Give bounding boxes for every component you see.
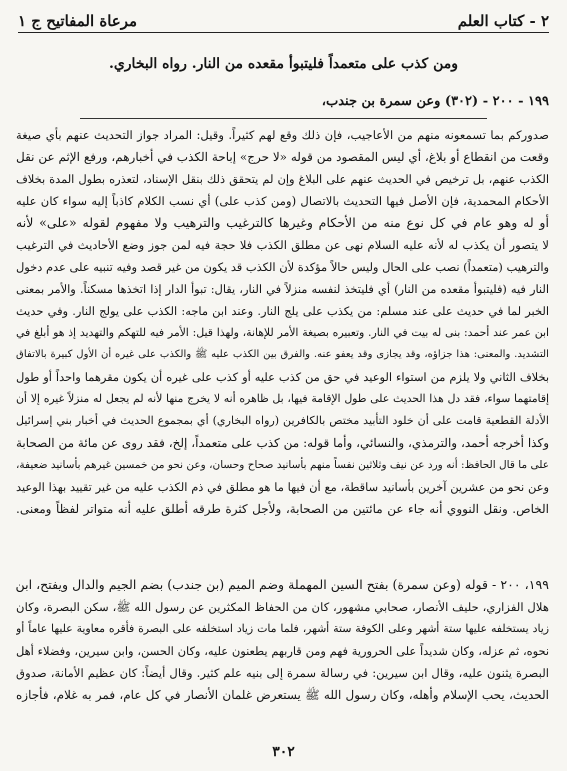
- commentary-line: الخاص. ونقل النووي أنه جاء عن مائتين من الصحابة، ولأجل كثرة طرقه أطلق عليه أنه متواتر لفظاً ومعنى.: [16, 502, 549, 516]
- commentary-line: الكذب عنهم، بل ترخيص في الحديث عنهم على البلاغ وإن لم يتحقق ذلك بنقل الإسناد، لتعذره بطول المدة بخلاف: [16, 172, 549, 186]
- commentary-line: نحوه، ثم عزله، وكان شديداً على الحرورية فهم ومن قاربهم يطعنون عليه، وكان الحسن، وابن سيرين، وفضلاء أهل: [16, 644, 549, 658]
- commentary-line: النار فيه (فليتبوأ مقعده من النار) أي فليتخذ لنفسه منزلاً في النار، يقال: تبوأ الدار إذا اتخذها مسكناً. والأمر بمعنى: [16, 282, 549, 296]
- commentary-line: ابن عمر عند أحمد: بنى له بيت في النار. وتعبيره بصيغة الأمر للإهانة، ولهذا قيل: الأمر فيه للتهكم والتهديد إذ هو أبلغ في: [16, 326, 549, 339]
- header-divider: [18, 32, 549, 33]
- commentary-line: لا يتصور أن يكذب له لأنه عليه السلام نهى عن مطلق الكذب فلا حجة فيه لمن جوز وضع الأحاديث في الترغيب: [16, 238, 549, 252]
- commentary-line: على ما قال الحافظ: أنه ورد عن نيف وثلاثين نفساً منهم بأسانيد صحاح وحسان، وعن نحو من خمسين غيرهم بأسانيد ضعيفة،: [16, 459, 549, 471]
- commentary-line: التشديد. والمعنى: هذا جزاؤه، وقد يجازى وقد يعفو عنه. والفرق بين الكذب عليه ﷺ والكذب على غيره أن الأول كبيرة بالاتفاق: [16, 349, 549, 360]
- commentary-line: زياد يستخلفه عليها ستة أشهر وعلى الكوفة ستة أشهر، فلما مات زياد استخلفه على البصرة فأقره معاوية عليها عاماً أو: [16, 622, 549, 635]
- commentary-line: إقامتهما سواء، فقد دل هذا الحديث على طول الإقامة فيها، بل ظاهره أنه لا يخرج منها لأنه لم يجعل له منزلاً غيره إلا أن: [16, 392, 549, 405]
- commentary-line: بخلاف الثاني ولا يلزم من استواء الوعيد في حق من كذب عليه أو كذب على غيره أن يكون مقرهما واحداً أو طول: [16, 370, 549, 384]
- page-number: ٣٠٢: [272, 744, 295, 760]
- chapter-title: ٢ - كتاب العلم: [457, 12, 549, 30]
- hadith-number: ١٩٩ - ٢٠٠ - (٣٠٢) وعن سمرة بن جندب،: [321, 94, 549, 109]
- commentary-line: أو له وهو عام في كل نوع منه من الأحكام وغيرها كالترغيب والترهيب ولا مفهوم لقوله «على» لأنه: [16, 215, 549, 230]
- commentary-line: وقعت من انقطاع أو بلاغ، أي ليس المقصود من قوله «لا حرج» إباحة الكذب في أخبارهم، ورفع الإثم عن نقل: [16, 150, 549, 164]
- commentary-line: هلال الفزاري، حليف الأنصار، صحابي مشهور، كان من الحفاظ المكثرين عن رسول الله ﷺ، سكن البصرة، وكان: [16, 600, 549, 614]
- commentary-line: البصرة يثنون عليه، وقال ابن سيرين: في رسالة سمرة إلى بنيه علم كثير. وقال أيضاً: كان عظيم الأمانة، صدوق: [16, 666, 549, 680]
- commentary-line: وكذا أخرجه أحمد، والترمذي، والنسائي، وأما قوله: من كذب على متعمداً، إلخ، فقد روى عن مائة من الصحابة: [16, 436, 549, 450]
- commentary-line: والترهيب (متعمداً) نصب على الحال وليس حالاً مؤكدة لأن الكذب قد يكون من غير قصد وفيه تنبيه على عدم دخول: [16, 260, 549, 274]
- commentary-line: ١٩٩، ٢٠٠ - قوله (وعن سمرة) بفتح السين المهملة وضم الميم (بن جندب) بضم الجيم والدال ويفتح، ابن: [16, 577, 549, 592]
- running-header: [18, 6, 549, 30]
- commentary-line: الأحكام المحمدية، فإن الأصل فيها التحديث بالاتصال (ومن كذب على) أي نسب الكلام كاذباً إليه سواء كان عليه: [16, 194, 549, 208]
- commentary-line: الخبر لما في حديث على عند مسلم: من يكذب على يلج النار. وعند ابن ماجه: الكذب على يولج النار. وفي حديث: [16, 304, 549, 318]
- hadith-text: ومن كذب على متعمداً فليتبوأ مقعده من النار. رواه البخاري.: [108, 56, 459, 72]
- commentary-line: الحديث، يحب الإسلام وأهله، وكان رسول الله ﷺ يستعرض غلمان الأنصار في كل عام، فمر به غلام، فأجازه: [16, 688, 549, 702]
- commentary-line: الأدلة القطعية قامت على أن خلود التأبيد مختص بالكافرين (رواه البخاري) أي بمجموع الحديث في أخبار بني إسرائيل: [16, 414, 549, 427]
- commentary-line: صدورکم بما تسمعونه منهم من الأعاجيب، فإن ذلك وقع لهم كثيراً. وقيل: المراد جواز التحديث عنهم بأي صيغة: [16, 128, 549, 142]
- commentary-line: وعن نحو من عشرين آخرين بأسانيد ساقطة، مع أن فيها ما هو مطلق في ذم الكذب عليه من غير تقييد بهذا الوعيد: [16, 480, 549, 494]
- section-divider: [80, 118, 487, 119]
- book-title: مرعاة المفاتيح ج ١: [18, 12, 138, 30]
